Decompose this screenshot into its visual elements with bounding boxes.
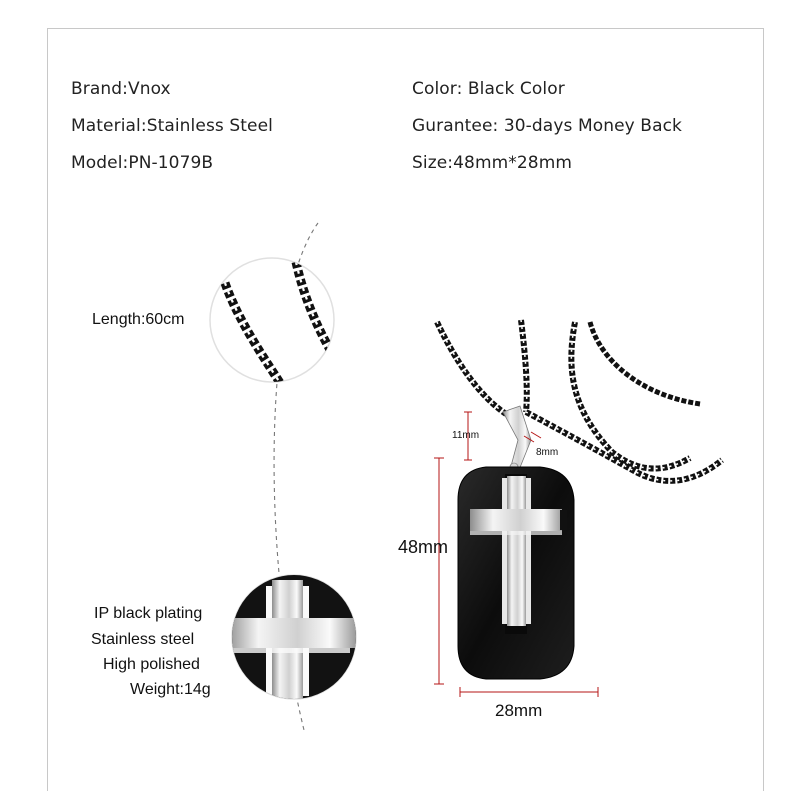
dimension-height — [434, 458, 444, 684]
cross-zoom-circle — [226, 570, 368, 710]
dimension-width — [460, 687, 598, 697]
dimension-width-label: 28mm — [495, 701, 543, 720]
spec-brand: Brand:Vnox — [71, 79, 171, 99]
spec-material: Material:Stainless Steel — [71, 116, 273, 136]
spec-size: Size:48mm*28mm — [412, 153, 573, 173]
chain-zoom-circle — [210, 258, 336, 392]
steel-label: Stainless steel — [91, 631, 195, 648]
necklace-chain — [437, 320, 722, 481]
spec-model: Model:PN-1079B — [71, 153, 214, 173]
spec-guarantee: Gurantee: 30-days Money Back — [412, 116, 682, 136]
length-label: Length:60cm — [92, 311, 185, 328]
spec-color: Color: Black Color — [412, 79, 565, 99]
dimension-height-label: 48mm — [398, 537, 449, 557]
dimension-bail-width-label: 8mm — [536, 447, 559, 458]
polished-label: High polished — [103, 656, 200, 673]
dimension-bail-height-label: 11mm — [452, 430, 480, 441]
plating-label: IP black plating — [94, 605, 203, 622]
dog-tag-pendant — [458, 467, 574, 679]
weight-label: Weight:14g — [130, 681, 211, 698]
